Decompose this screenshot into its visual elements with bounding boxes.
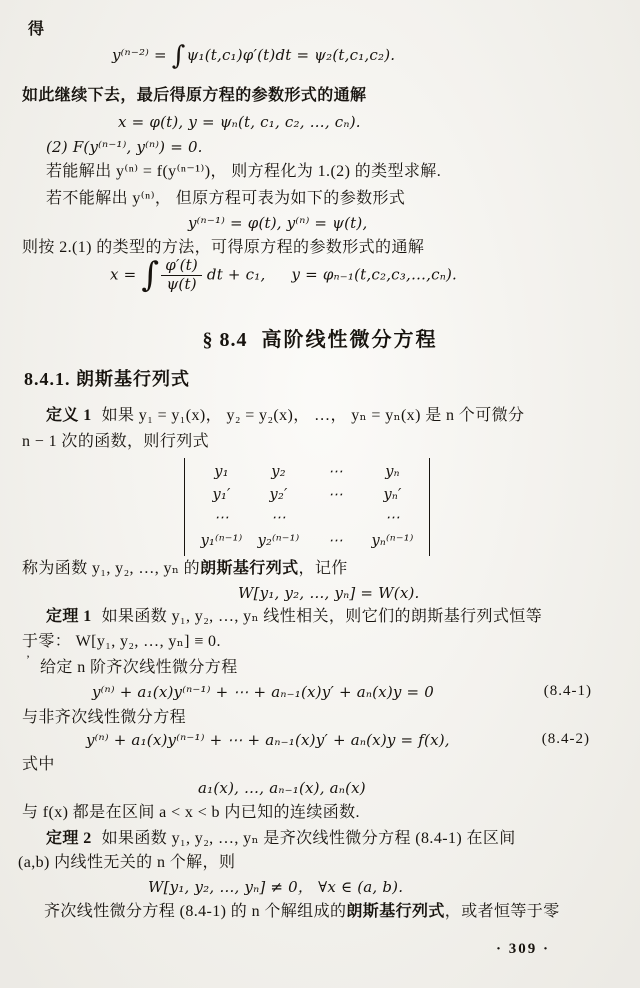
text-before: 齐次线性微分方程 (8.4-1) 的 n 个解组成的 (44, 903, 347, 920)
theorem-2-text: 如果函数 y₁, y₂, …, yₙ 是齐次线性微分方程 (8.4-1) 在区间 (101, 830, 516, 847)
determinant-row (193, 507, 421, 530)
integral-sign: ∫ (171, 41, 186, 71)
lead-word: 得 (28, 21, 45, 38)
definition-1-label: 定义 1 (46, 407, 92, 424)
equation-general-solution-2 (110, 255, 458, 296)
section-number: § 8.4 (202, 329, 248, 351)
subsection-heading: 8.4.1. 朗斯基行列式 (24, 369, 190, 389)
paragraph-called-wronskian (22, 559, 348, 579)
definition-1-line-1 (46, 406, 524, 426)
determinant-row (193, 530, 421, 553)
equation-homogeneous: y⁽ⁿ⁾ + a₁(x)y⁽ⁿ⁻¹⁾ + ⋯ + aₙ₋₁(x)y′ + aₙ(x)y = 0 (92, 683, 435, 701)
equation-post: ψ₁(t,c₁)φ′(t)dt = ψ₂(t,c₁,c₂). (186, 46, 396, 64)
equation-part2: y = φₙ₋₁(t,c₂,c₃,…,cₙ). (291, 265, 458, 284)
definition-1-line-2: n − 1 次的函数，则行列式 (22, 433, 210, 450)
paragraph-solvable: 若能解出 y⁽ⁿ⁾ = f(y⁽ⁿ⁻¹⁾)， 则方程化为 1.(2) 的类型求解. (46, 163, 442, 180)
paragraph-where: 式中 (22, 756, 55, 773)
equation-mid: dt + c₁, (201, 265, 266, 284)
paragraph-final (44, 902, 560, 922)
paragraph-then-by-type: 则按 2.(1) 的类型的方法，可得原方程的参数形式的通解 (22, 239, 425, 256)
equation-tag-8-4-1: (8.4-1) (543, 683, 592, 699)
theorem-1-text: 如果函数 y₁, y₂, …, yₙ 线性相关，则它们的朗斯基行列式恒等 (101, 608, 543, 625)
wronskian-term: 朗斯基行列式 (346, 903, 445, 920)
text-before: 称为函数 y₁, y₂, …, yₙ 的 (22, 560, 201, 577)
determinant-cell: ⋯ (328, 464, 343, 480)
determinant-cell: y₁⁽ⁿ⁻¹⁾ (200, 533, 243, 549)
determinant-cell: yₙ′ (383, 487, 402, 503)
equation-wronskian-nonzero: W[y₁, y₂, …, yₙ] ≠ 0， ∀x ∈ (a, b). (148, 878, 404, 896)
page-number: · 309 · (496, 941, 551, 957)
fraction (161, 258, 202, 293)
wronskian-term: 朗斯基行列式 (200, 560, 299, 577)
equation-y-n-minus-2 (112, 41, 396, 71)
paragraph-given-homogeneous: 给定 n 阶齐次线性微分方程 (40, 659, 238, 676)
determinant-cell: y₂′ (269, 487, 288, 503)
section-heading (0, 328, 640, 353)
theorem-1-line-2: 于零： W[y₁, y₂, …, yₙ] ≡ 0. (22, 633, 221, 650)
determinant-cell: ⋯ (271, 510, 286, 526)
determinant-cell: yₙ⁽ⁿ⁻¹⁾ (371, 533, 414, 549)
equation-tag-8-4-2: (8.4-2) (541, 731, 590, 747)
determinant-cell: y₁ (214, 464, 229, 480)
text-after: ，记作 (298, 560, 348, 577)
determinant-cell: ⋯ (214, 510, 229, 526)
equation-coefficients: a₁(x), …, aₙ₋₁(x), aₙ(x) (198, 779, 366, 797)
determinant-cell: y₂⁽ⁿ⁻¹⁾ (257, 533, 300, 549)
fraction-numerator: φ′(t) (161, 258, 202, 276)
theorem-1-label: 定理 1 (46, 608, 92, 625)
determinant-row (193, 461, 421, 484)
determinant-cell: ⋯ (328, 533, 343, 549)
wronskian-determinant (184, 458, 430, 556)
theorem-1-line-1 (46, 607, 542, 627)
scan-artifact-mark: ’ (26, 652, 31, 666)
determinant-cell: y₂ (271, 464, 286, 480)
equation-pre: x = (110, 265, 142, 284)
definition-1-text: 如果 y₁ = y₁(x)， y₂ = y₂(x)， …， yₙ = yₙ(x) 是 n 个可微分 (101, 407, 525, 424)
integral-sign: ∫ (141, 255, 160, 296)
determinant-row (193, 484, 421, 507)
theorem-2-line-1 (46, 829, 516, 849)
paragraph-continue: 如此继续下去，最后得原方程的参数形式的通解 (22, 87, 367, 104)
paragraph-not-solvable: 若不能解出 y⁽ⁿ⁾， 但原方程可表为如下的参数形式 (46, 190, 406, 207)
determinant-cell: yₙ (385, 464, 400, 480)
paragraph-nonhomogeneous: 与非齐次线性微分方程 (22, 709, 187, 726)
theorem-2-label: 定理 2 (46, 830, 92, 847)
item-2-equation: (2) F(y⁽ⁿ⁻¹⁾, y⁽ⁿ⁾) = 0. (46, 138, 203, 156)
section-title-text: 高阶线性微分方程 (261, 329, 438, 351)
determinant-cell: y₁′ (212, 487, 231, 503)
determinant-cell: ⋯ (328, 487, 343, 503)
theorem-2-line-2: (a,b) 内线性无关的 n 个解，则 (18, 854, 236, 871)
determinant-cell: ⋯ (385, 510, 400, 526)
equation-parametric-form: y⁽ⁿ⁻¹⁾ = φ(t), y⁽ⁿ⁾ = ψ(t), (188, 214, 368, 232)
text-after: ，或者恒等于零 (444, 903, 560, 920)
equation-nonhomogeneous: y⁽ⁿ⁾ + a₁(x)y⁽ⁿ⁻¹⁾ + ⋯ + aₙ₋₁(x)y′ + aₙ(x)y = f(x), (86, 731, 450, 749)
equation-pre: y⁽ⁿ⁻²⁾ = (112, 46, 172, 64)
determinant-matrix (184, 458, 430, 556)
paragraph-known-continuous: 与 f(x) 都是在区间 a < x < b 内已知的连续函数. (22, 804, 360, 821)
determinant-cell (307, 507, 364, 530)
equation-general-solution-1: x = φ(t), y = ψₙ(t, c₁, c₂, …, cₙ). (118, 113, 361, 131)
equation-wronskian-notation: W[y₁, y₂, …, yₙ] = W(x). (238, 584, 420, 602)
fraction-denominator: ψ(t) (166, 274, 197, 293)
